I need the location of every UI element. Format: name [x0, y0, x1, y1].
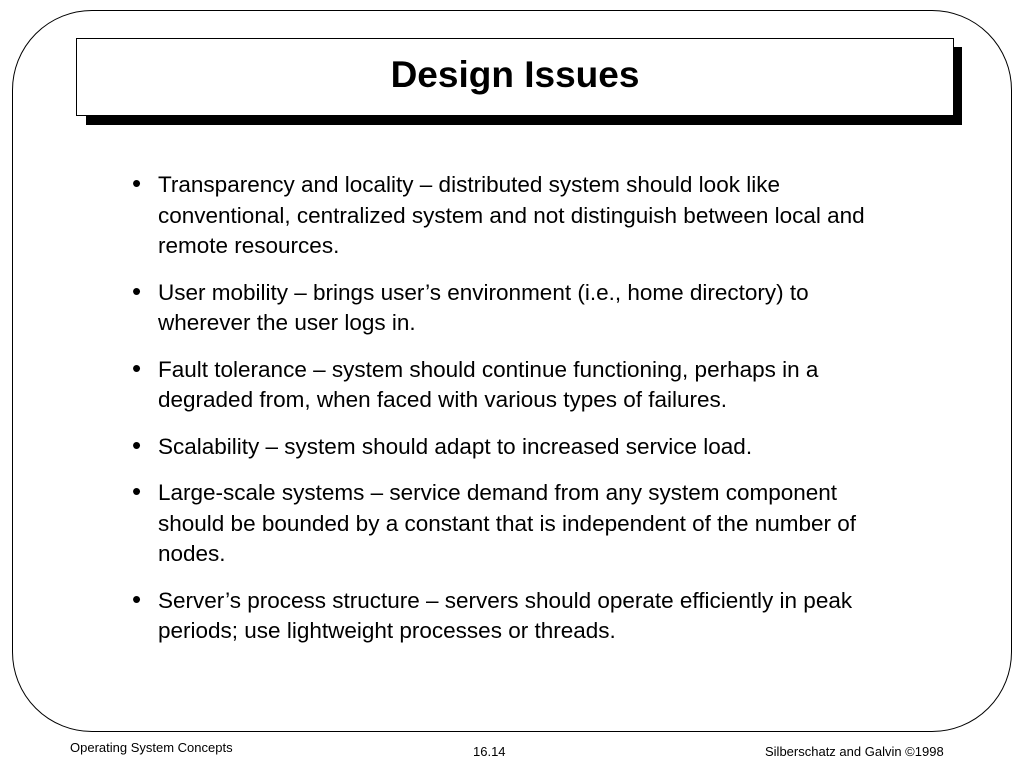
bullet-icon: •: [132, 168, 142, 198]
footer-copyright: Silberschatz and Galvin ©1998: [765, 744, 944, 759]
bullet-icon: •: [132, 429, 142, 460]
bullet-item: [132, 478, 892, 570]
bullet-icon: •: [132, 275, 142, 306]
bullet-item: [132, 583, 892, 647]
slide-title: Design Issues: [390, 54, 640, 95]
bullet-item: [132, 352, 892, 416]
title-box: [76, 38, 954, 116]
bullet-text: Large-scale systems – service demand from any system component should be bounded by a constant that is independent of the number of nodes.: [158, 480, 857, 566]
bullet-icon: •: [132, 583, 142, 614]
bullet-item: [132, 429, 892, 463]
bullet-item: [132, 170, 892, 262]
bullet-list: [132, 170, 892, 663]
bullet-text: Transparency and locality – distributed system should look like conventional, centralized system and not distinguish between local and remote resources.: [158, 172, 865, 258]
bullet-text: Scalability – system should adapt to increased service load.: [158, 433, 753, 459]
bullet-text: Server’s process structure – servers should operate efficiently in peak periods; use lightweight processes or threads.: [158, 587, 853, 643]
bullet-item: [132, 275, 892, 339]
footer-course-title: Operating System Concepts: [70, 740, 233, 755]
footer-page-number: 16.14: [473, 744, 506, 759]
bullet-icon: •: [132, 352, 142, 383]
bullet-text: Fault tolerance – system should continue functioning, perhaps in a degraded from, when faced with various types of failures.: [158, 356, 819, 412]
bullet-icon: •: [132, 476, 142, 506]
bullet-text: User mobility – brings user’s environment (i.e., home directory) to wherever the user logs in.: [158, 279, 809, 335]
